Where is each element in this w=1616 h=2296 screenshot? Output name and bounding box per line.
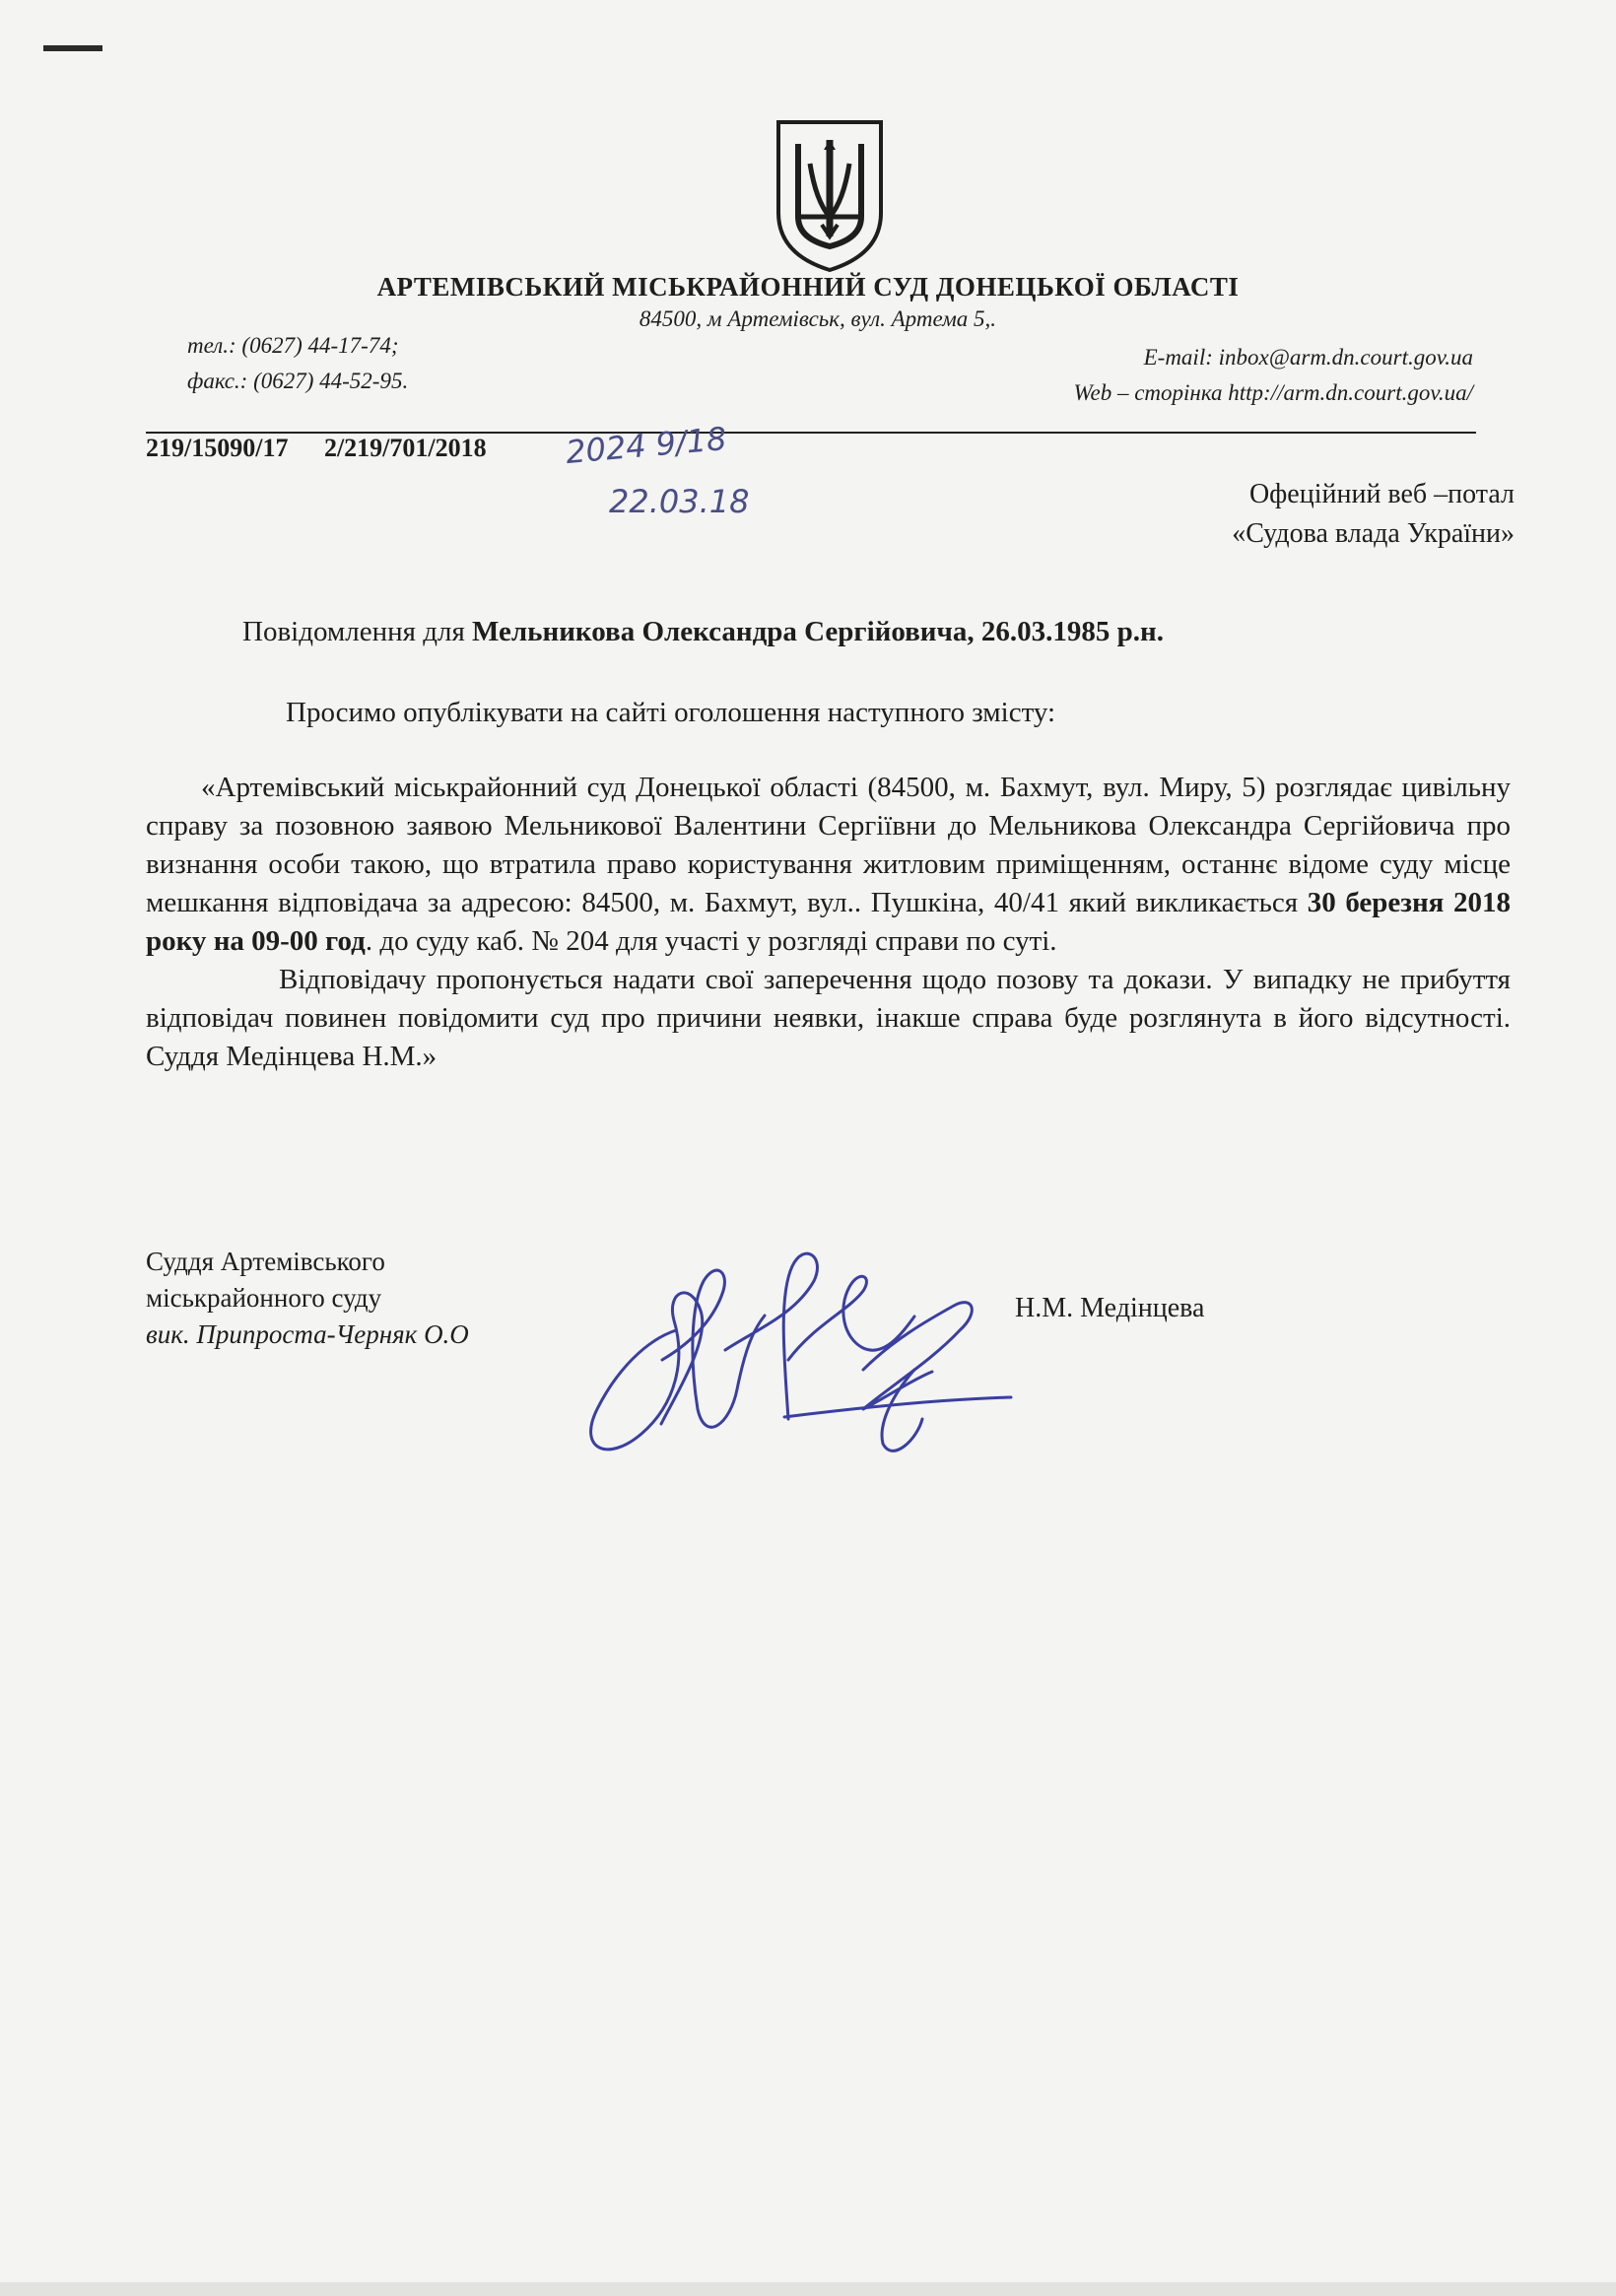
coat-of-arms-icon [771,118,889,274]
notice-prefix: Повідомлення для [242,616,473,647]
announcement-paragraph-2: Відповідачу пропонується надати свої заперечення щодо позову та докази. У випадку не прибуття відповідач повинен повідомити суд про причини неявки, інакше справа буде розглянута в його відсутності. Суддя Медінцева Н.М.» [146,964,1511,1072]
email-address: E-mail: inbox@arm.dn.court.gov.ua [1143,345,1473,370]
announcement-text [146,769,1511,1076]
executor-name: вик. Припроста-Черняк О.О [146,1319,469,1349]
phone-block [187,328,408,399]
notice-heading [242,616,1164,648]
recipient-line-2: «Судова влада України» [1232,518,1515,549]
hearing-time: на 09-00 год [213,925,366,957]
signer-block [146,1244,469,1353]
paragraph-1-spacer [206,925,213,957]
paragraph-1-ending: . до суду каб. № 204 для участі у розгляді справи по суті. [365,925,1057,957]
signer-title-line-2: міськрайонного суду [146,1283,382,1313]
fax-number: факс.: (0627) 44-52-95. [187,369,409,393]
scan-mark [43,45,102,51]
hearing-date: 30 березня 2018 року [146,887,1511,957]
notice-person: Мельникова Олександра Сергійовича, 26.03.1985 р.н. [472,616,1164,647]
recipient-block [1133,475,1515,554]
court-address: 84500, м Артемівськ, вул. Артема 5,. [639,306,997,331]
paragraph-1-text: «Артемівський міськрайонний суд Донецької області (84500, м. Бахмут, вул. Миру, 5) розглядає цивільну справу за позовною заявою Мельникової Валентини Сергіївни до Мельникова Олександра Сергійовича про визнання особи такою, що втратила право користування житловим приміщенням, останнє відоме суду місце мешкання відповідача за адресою: 84500, м. Бахмут, вул.. Пушкіна, 40/41 який викликається [146,772,1511,918]
case-number-2: 2/219/701/2018 [323,434,487,462]
scan-bottom-edge [0,2282,1616,2296]
website-address: Web – сторінка http://arm.dn.court.gov.ua/ [1073,380,1473,405]
phone-number: тел.: (0627) 44-17-74; [187,333,399,358]
signer-title-line-1: Суддя Артемівського [146,1247,385,1276]
announcement-paragraph-1 [146,769,1511,961]
handwritten-registration-number: 2024 9/18 [564,419,728,472]
case-number-1: 219/15090/17 [146,434,289,462]
court-name: АРТЕМІВСЬКИЙ МІСЬКРАЙОННИЙ СУД ДОНЕЦЬКОЇ ОБЛАСТІ [376,272,1240,302]
contact-block [847,340,1473,411]
handwritten-registration-date: 22.03.18 [609,483,750,520]
handwritten-signature [568,1222,1041,1498]
recipient-line-1: Офеційний веб –потал [1248,479,1515,509]
publication-request: Просимо опублікувати на сайті оголошення наступного змісту: [286,697,1056,728]
case-numbers [146,434,516,463]
judge-name: Н.М. Медінцева [1015,1293,1205,1323]
